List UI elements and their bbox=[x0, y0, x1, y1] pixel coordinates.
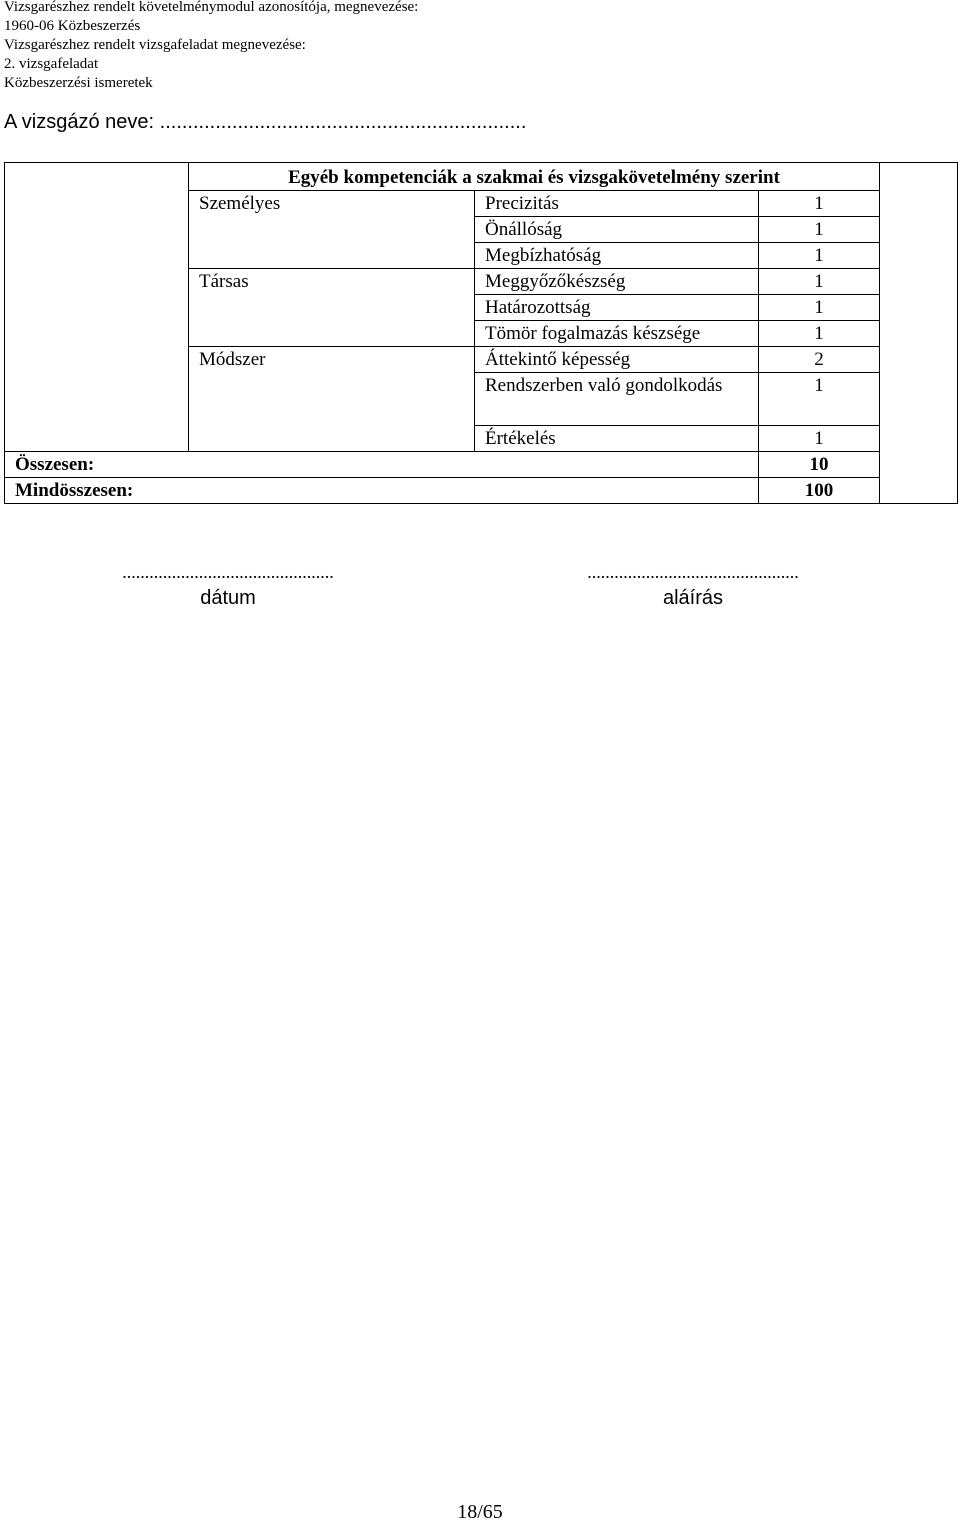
blank-cell bbox=[5, 295, 189, 321]
blank-cell bbox=[880, 321, 958, 347]
document-header bbox=[4, 0, 418, 93]
blank-cell bbox=[5, 217, 189, 243]
blank-cell bbox=[880, 217, 958, 243]
table-row bbox=[5, 321, 958, 347]
table-row bbox=[5, 426, 958, 452]
category-cell bbox=[189, 243, 475, 269]
blank-cell bbox=[5, 243, 189, 269]
grand-total-row bbox=[5, 478, 958, 504]
points-cell: 1 bbox=[759, 426, 880, 452]
points-cell: 1 bbox=[759, 243, 880, 269]
blank-cell bbox=[5, 269, 189, 295]
blank-cell bbox=[880, 478, 958, 504]
blank-cell bbox=[5, 373, 189, 426]
table-row bbox=[5, 217, 958, 243]
competency-table bbox=[4, 162, 958, 504]
grand-total-value: 100 bbox=[759, 478, 880, 504]
points-cell: 1 bbox=[759, 295, 880, 321]
item-cell: Áttekintő képesség bbox=[475, 347, 759, 373]
item-cell: Meggyőzőkészség bbox=[475, 269, 759, 295]
signature-dots: ............................................... bbox=[587, 562, 799, 582]
blank-cell bbox=[5, 426, 189, 452]
module-name: 1960-06 Közbeszerzés bbox=[4, 18, 141, 34]
module-label: Vizsgarészhez rendelt követelménymodul azonosítója, megnevezése: bbox=[4, 0, 419, 15]
category-cell bbox=[189, 373, 475, 426]
blank-cell bbox=[880, 426, 958, 452]
category-cell bbox=[189, 295, 475, 321]
item-cell: Rendszerben való gondolkodás bbox=[475, 373, 759, 426]
task-number: 2. vizsgafeladat bbox=[4, 56, 99, 72]
blank-cell bbox=[880, 191, 958, 217]
points-cell: 1 bbox=[759, 269, 880, 295]
blank-cell bbox=[5, 191, 189, 217]
signature-block bbox=[553, 560, 833, 612]
table-title: Egyéb kompetenciák a szakmai és vizsgakövetelmény szerint bbox=[189, 163, 880, 191]
category-cell: Személyes bbox=[189, 191, 475, 217]
page-number: 18/65 bbox=[457, 1501, 503, 1523]
blank-cell bbox=[880, 452, 958, 478]
table-row bbox=[5, 243, 958, 269]
grand-total-label: Mindösszesen: bbox=[5, 478, 759, 504]
date-signature-block bbox=[88, 560, 368, 612]
blank-cell bbox=[5, 163, 189, 191]
blank-cell bbox=[880, 295, 958, 321]
date-label: dátum bbox=[200, 587, 256, 609]
category-cell: Társas bbox=[189, 269, 475, 295]
category-cell bbox=[189, 321, 475, 347]
total-label: Összesen: bbox=[5, 452, 759, 478]
blank-cell bbox=[880, 163, 958, 191]
table-title-row bbox=[5, 163, 958, 191]
table-row bbox=[5, 373, 958, 426]
item-cell: Határozottság bbox=[475, 295, 759, 321]
item-cell: Tömör fogalmazás készsége bbox=[475, 321, 759, 347]
blank-cell bbox=[880, 269, 958, 295]
category-cell bbox=[189, 217, 475, 243]
item-cell: Önállóság bbox=[475, 217, 759, 243]
total-row bbox=[5, 452, 958, 478]
points-cell: 2 bbox=[759, 347, 880, 373]
item-cell: Értékelés bbox=[475, 426, 759, 452]
blank-cell bbox=[880, 243, 958, 269]
task-label: Vizsgarészhez rendelt vizsgafeladat megnevezése: bbox=[4, 37, 306, 53]
points-cell: 1 bbox=[759, 191, 880, 217]
category-cell bbox=[189, 426, 475, 452]
date-dots: ............................................... bbox=[122, 562, 334, 582]
item-cell: Precizitás bbox=[475, 191, 759, 217]
table-row bbox=[5, 347, 958, 373]
points-cell: 1 bbox=[759, 321, 880, 347]
table-row bbox=[5, 269, 958, 295]
points-cell: 1 bbox=[759, 217, 880, 243]
total-value: 10 bbox=[759, 452, 880, 478]
task-name: Közbeszerzési ismeretek bbox=[4, 75, 153, 91]
category-cell: Módszer bbox=[189, 347, 475, 373]
table-row bbox=[5, 295, 958, 321]
blank-cell bbox=[5, 347, 189, 373]
signature-label: aláírás bbox=[662, 587, 724, 609]
candidate-name-line: A vizsgázó neve: .................................................................. bbox=[4, 111, 527, 133]
blank-cell bbox=[880, 373, 958, 426]
table-row bbox=[5, 191, 958, 217]
blank-cell bbox=[5, 321, 189, 347]
blank-cell bbox=[880, 347, 958, 373]
item-cell: Megbízhatóság bbox=[475, 243, 759, 269]
points-cell: 1 bbox=[759, 373, 880, 426]
